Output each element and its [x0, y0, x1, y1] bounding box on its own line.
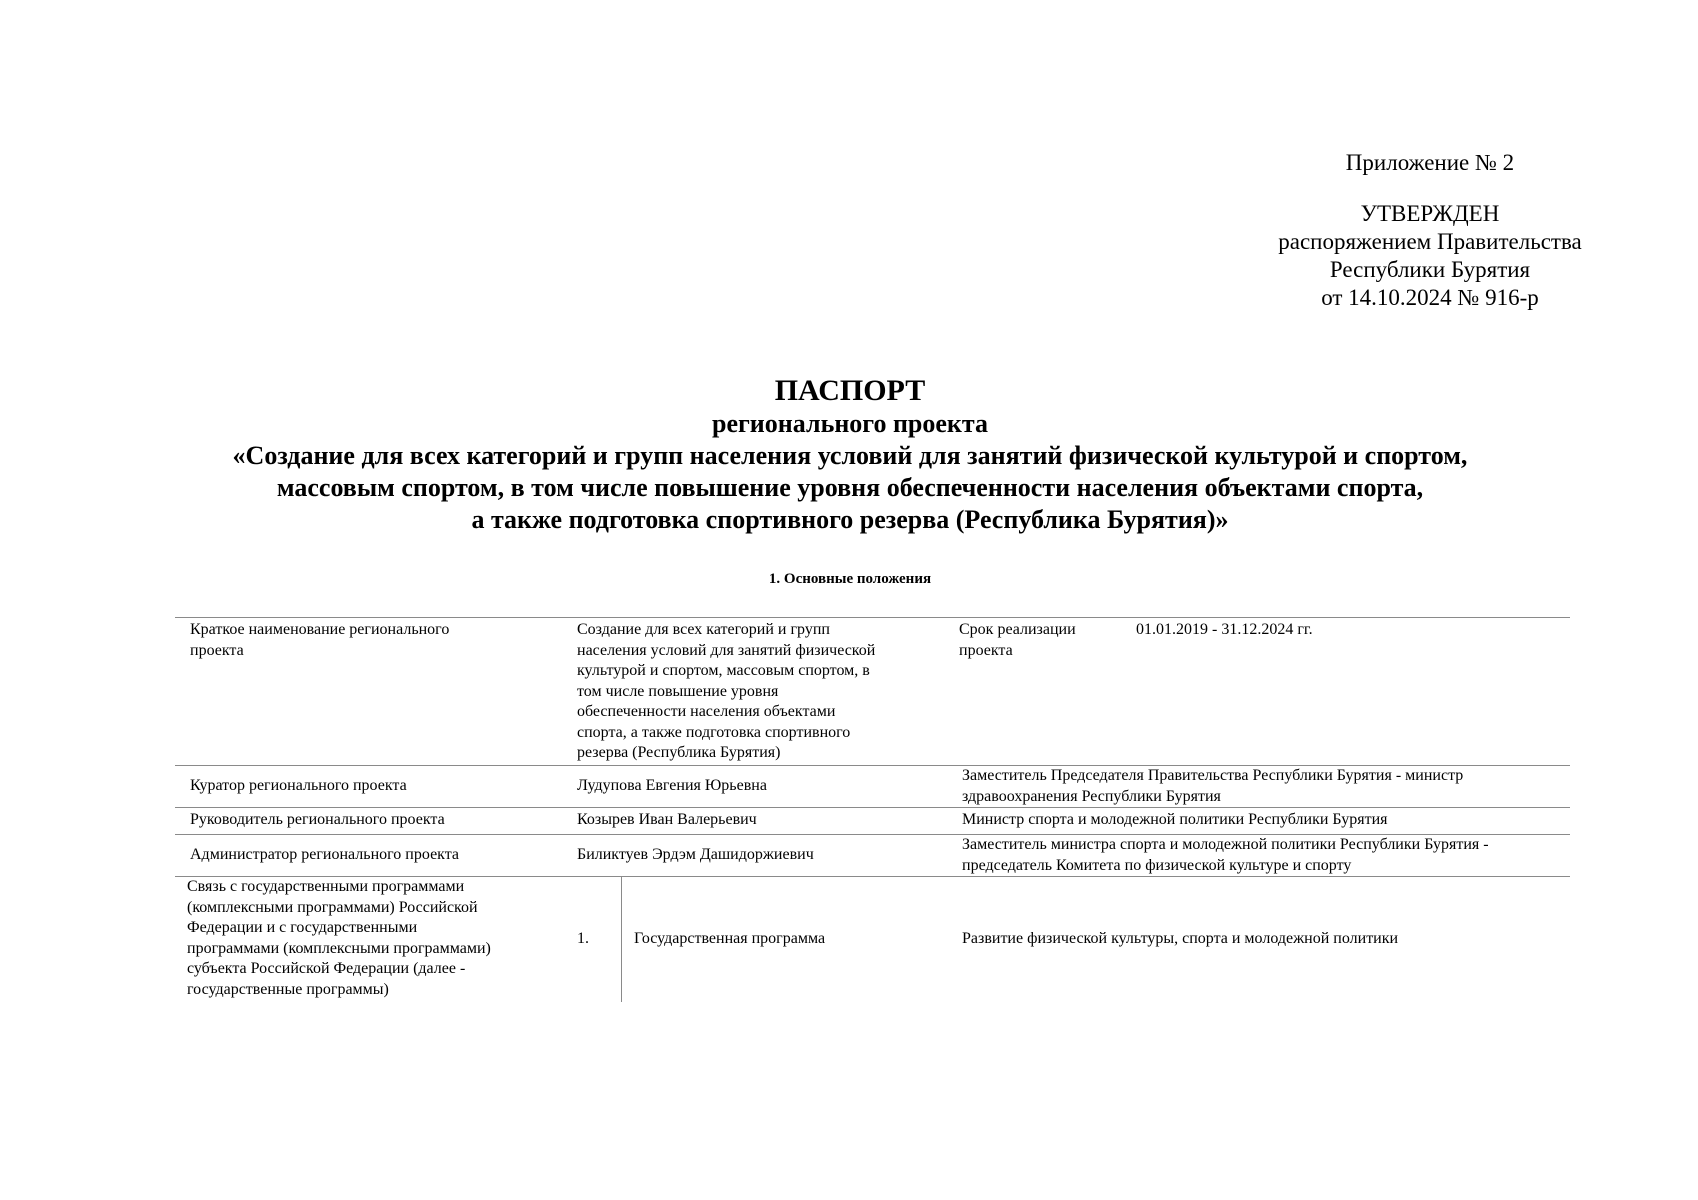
project-name-line: массовым спортом, в том числе повышение уровня обеспеченности населения объектами спорта,	[276, 473, 1424, 502]
table-rule	[175, 617, 1570, 618]
project-name-line: а также подготовка спортивного резерва (Республика Бурятия)»	[471, 505, 1229, 534]
title-subtitle: регионального проекта	[711, 409, 989, 438]
table-divider	[621, 876, 622, 1002]
programs-label	[187, 877, 491, 1000]
head-position	[962, 810, 1387, 831]
approval-line: УТВЕРЖДЕН	[1360, 201, 1500, 226]
program-number	[577, 929, 589, 950]
value-line: спорта, а также подготовка спортивного	[577, 723, 851, 741]
value-line: том числе повышение уровня	[577, 682, 779, 700]
value-line: Заместитель Председателя Правительства Республики Бурятия - министр	[962, 767, 1464, 784]
head-name	[577, 810, 757, 831]
short-name-value	[577, 620, 875, 764]
value-line: Заместитель министра спорта и молодежной политики Республики Бурятия -	[962, 836, 1489, 853]
value-line: Создание для всех категорий и групп	[577, 621, 830, 638]
period-label	[959, 620, 1076, 661]
value-line: Министр спорта и молодежной политики Республики Бурятия	[962, 811, 1388, 828]
curator-name	[577, 776, 767, 797]
value-line: здравоохранения Республики Бурятия	[962, 787, 1221, 805]
program-type	[634, 929, 825, 950]
value-line: Государственная программа	[634, 930, 826, 947]
program-name	[962, 929, 1398, 950]
short-name-label	[190, 620, 449, 661]
label-line: Связь с государственными программами	[187, 878, 465, 895]
value-line: резерва (Республика Бурятия)	[577, 744, 781, 761]
label-line: Руководитель регионального проекта	[190, 811, 445, 828]
title-passport: ПАСПОРТ	[774, 374, 926, 407]
curator-position	[962, 766, 1463, 807]
value-line: 01.01.2019 - 31.12.2024 гг.	[1136, 621, 1313, 638]
value-line: Лудупова Евгения Юрьевна	[577, 777, 767, 794]
value-line: культурой и спортом, массовым спортом, в	[577, 662, 870, 679]
appendix-number: Приложение № 2	[1345, 150, 1515, 175]
approval-line: распоряжением Правительства	[1278, 229, 1582, 254]
curator-label	[190, 776, 407, 797]
period-value	[1136, 620, 1313, 641]
label-line: Срок реализации	[959, 621, 1076, 638]
value-line: Козырев Иван Валерьевич	[577, 811, 757, 828]
label-line: (комплексными программами) Российской	[187, 898, 478, 916]
admin-position	[962, 835, 1489, 876]
value-line: 1.	[577, 930, 589, 947]
head-label	[190, 810, 445, 831]
approval-line: Республики Бурятия	[1329, 257, 1531, 282]
label-line: государственные программы)	[187, 980, 389, 998]
value-line: Развитие физической культуры, спорта и молодежной политики	[962, 930, 1399, 947]
section-title: 1. Основные положения	[768, 571, 932, 587]
value-line: населения условий для занятий физической	[577, 641, 876, 659]
label-line: Краткое наименование регионального	[190, 621, 450, 638]
value-line: председатель Комитета по физической культуре и спорту	[962, 856, 1352, 874]
approval-line: от 14.10.2024 № 916-р	[1321, 285, 1539, 310]
table-rule	[175, 807, 1570, 808]
label-line: Куратор регионального проекта	[190, 777, 407, 794]
label-line: субъекта Российской Федерации (далее -	[187, 960, 466, 977]
label-line: Федерации и с государственными	[187, 919, 418, 936]
label-line: проекта	[190, 641, 244, 659]
approval-stamp	[1240, 200, 1620, 312]
label-line: проекта	[959, 641, 1013, 659]
value-line: обеспеченности населения объектами	[577, 703, 836, 720]
admin-name	[577, 845, 814, 866]
admin-label	[190, 845, 459, 866]
label-line: Администратор регионального проекта	[190, 846, 460, 863]
label-line: программами (комплексными программами)	[187, 939, 491, 957]
document-title	[150, 374, 1550, 536]
value-line: Биликтуев Эрдэм Дашидоржиевич	[577, 846, 814, 863]
project-name-line: «Создание для всех категорий и групп населения условий для занятий физической культурой и спортом,	[232, 441, 1468, 470]
